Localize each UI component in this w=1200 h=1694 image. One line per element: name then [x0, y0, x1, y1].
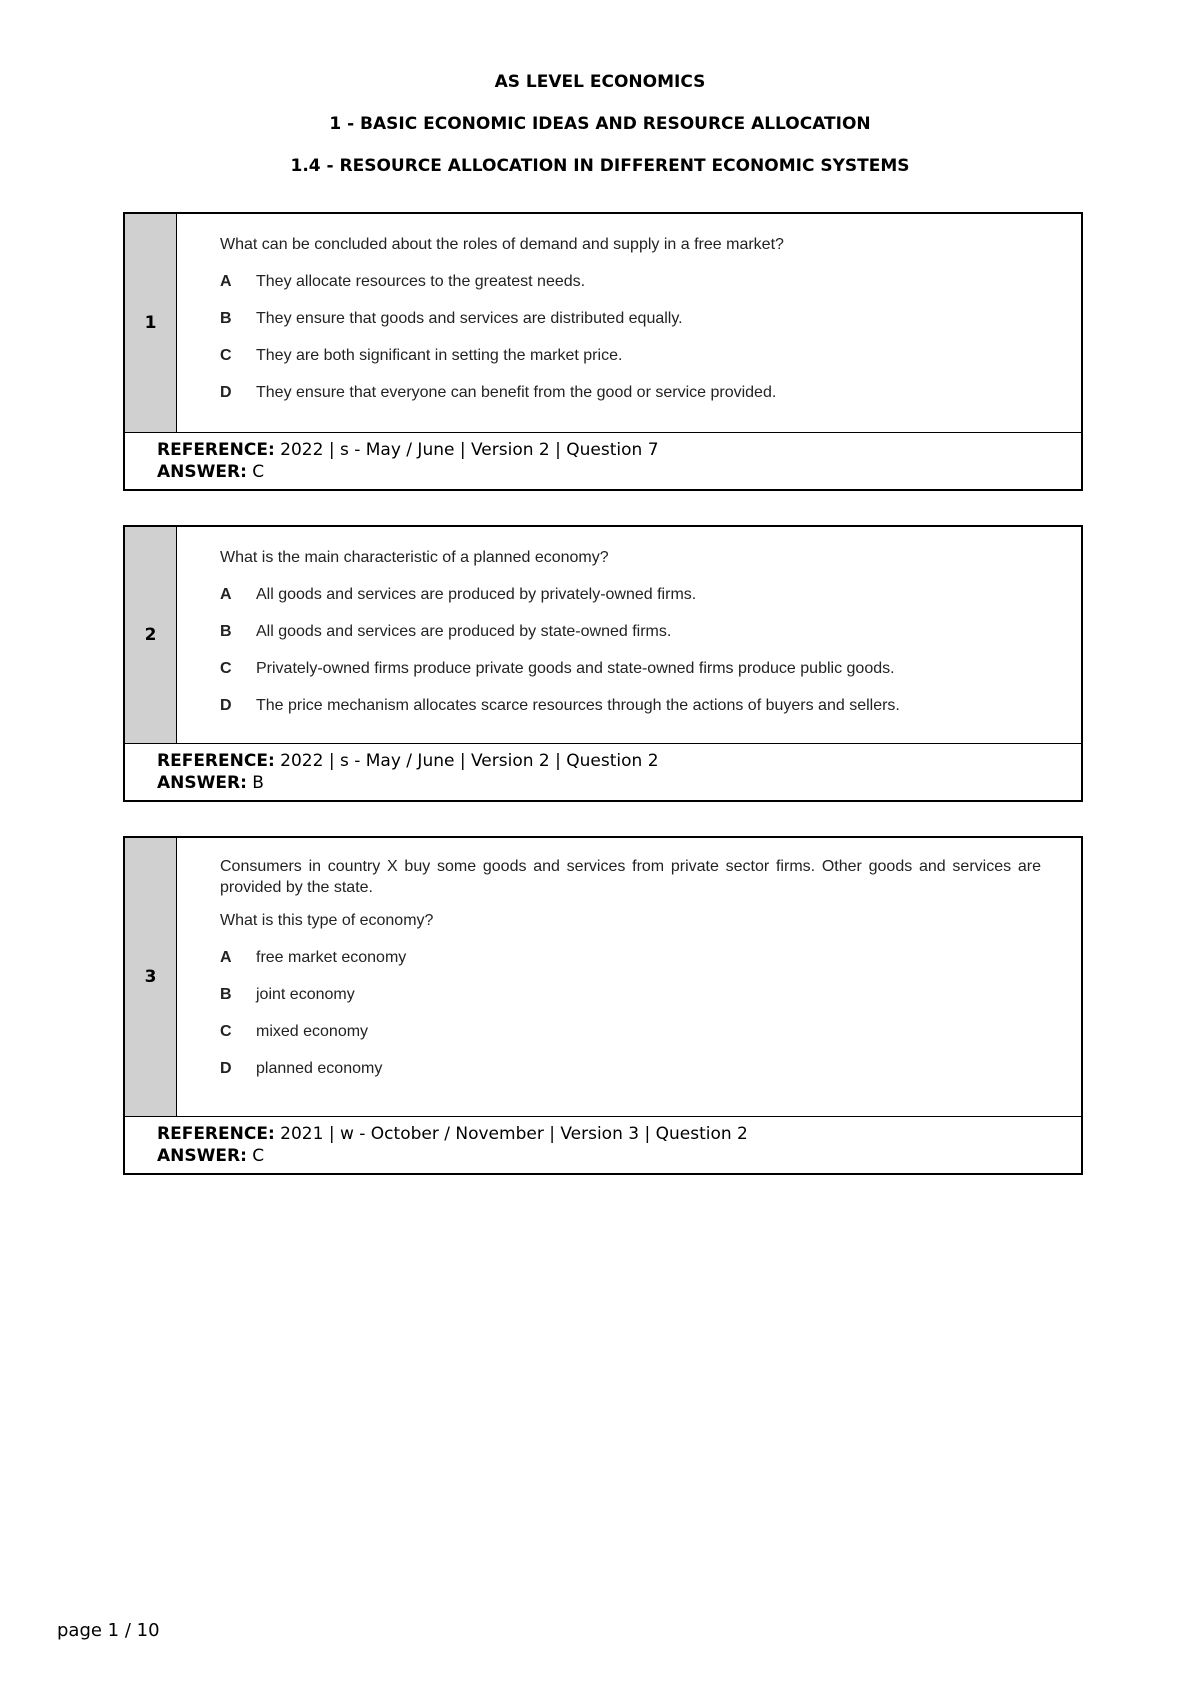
option-letter: D — [220, 1060, 232, 1077]
question-card — [123, 525, 1083, 802]
question-footer — [125, 1117, 1081, 1173]
answer-line — [157, 1145, 1081, 1167]
answer-option — [220, 382, 1041, 403]
question-body — [177, 214, 1081, 432]
question-stem: What can be concluded about the roles of demand and supply in a free market? — [220, 236, 784, 253]
question-body — [177, 527, 1081, 743]
option-letter: A — [220, 949, 232, 966]
reference-value: 2022 | s - May / June | Version 2 | Question 2 — [280, 751, 659, 771]
option-letter: B — [220, 310, 232, 327]
answer-label: ANSWER: — [157, 773, 247, 793]
option-text: All goods and services are produced by state-owned firms. — [256, 623, 672, 640]
question-card — [123, 212, 1083, 491]
question-number: 1 — [125, 214, 177, 432]
question-number: 2 — [125, 527, 177, 743]
option-letter: C — [220, 347, 232, 364]
question-stem: What is the main characteristic of a planned economy? — [220, 549, 609, 566]
reference-label: REFERENCE: — [157, 1124, 275, 1144]
answer-value: C — [252, 1146, 265, 1166]
answer-option — [220, 621, 1041, 642]
option-letter: C — [220, 1023, 232, 1040]
option-letter: B — [220, 986, 232, 1003]
option-letter: C — [220, 660, 232, 677]
option-text: They ensure that everyone can benefit from the good or service provided. — [256, 384, 777, 401]
option-text: They are both significant in setting the market price. — [256, 347, 623, 364]
reference-line — [157, 439, 1081, 461]
answer-option — [220, 947, 1041, 968]
reference-label: REFERENCE: — [157, 440, 275, 460]
option-text: mixed economy — [256, 1023, 369, 1040]
reference-value: 2022 | s - May / June | Version 2 | Question 7 — [280, 440, 659, 460]
answer-line — [157, 461, 1081, 483]
answer-value: B — [252, 773, 264, 793]
question-intro: Consumers in country X buy some goods and services from private sector firms. Other goods and services are provided by the state. — [220, 858, 1041, 896]
topic-heading: 1 - BASIC ECONOMIC IDEAS AND RESOURCE ALLOCATION — [329, 114, 871, 134]
option-letter: B — [220, 623, 232, 640]
option-letter: A — [220, 586, 232, 603]
answer-option — [220, 984, 1041, 1005]
option-text: All goods and services are produced by privately-owned firms. — [256, 586, 697, 603]
option-text: They allocate resources to the greatest needs. — [256, 273, 586, 290]
reference-value: 2021 | w - October / November | Version 3 | Question 2 — [280, 1124, 748, 1144]
question-footer — [125, 744, 1081, 800]
document-header — [0, 72, 1200, 198]
option-letter: D — [220, 384, 232, 401]
question-number: 3 — [125, 838, 177, 1116]
page-number: page 1 / 10 — [57, 1620, 160, 1641]
document-title: AS LEVEL ECONOMICS — [494, 72, 706, 92]
reference-label: REFERENCE: — [157, 751, 275, 771]
answer-value: C — [252, 462, 265, 482]
answer-option — [220, 658, 1041, 679]
option-text: The price mechanism allocates scarce resources through the actions of buyers and sellers. — [256, 697, 900, 714]
option-letter: D — [220, 697, 232, 714]
answer-option — [220, 1021, 1041, 1042]
answer-option — [220, 345, 1041, 366]
option-text: Privately-owned firms produce private goods and state-owned firms produce public goods. — [256, 660, 895, 677]
option-text: They ensure that goods and services are distributed equally. — [256, 310, 683, 327]
reference-line — [157, 750, 1081, 772]
option-text: free market economy — [256, 949, 407, 966]
question-body — [177, 838, 1081, 1116]
answer-option — [220, 695, 1041, 716]
answer-label: ANSWER: — [157, 462, 247, 482]
answer-option — [220, 308, 1041, 329]
question-footer — [125, 433, 1081, 489]
question-stem: What is this type of economy? — [220, 912, 434, 929]
reference-line — [157, 1123, 1081, 1145]
question-card — [123, 836, 1083, 1175]
answer-option — [220, 1058, 1041, 1079]
option-text: planned economy — [256, 1060, 383, 1077]
answer-option — [220, 271, 1041, 292]
option-text: joint economy — [256, 986, 355, 1003]
answer-line — [157, 772, 1081, 794]
subtopic-heading: 1.4 - RESOURCE ALLOCATION IN DIFFERENT ECONOMIC SYSTEMS — [290, 156, 910, 176]
answer-label: ANSWER: — [157, 1146, 247, 1166]
answer-option — [220, 584, 1041, 605]
option-letter: A — [220, 273, 232, 290]
